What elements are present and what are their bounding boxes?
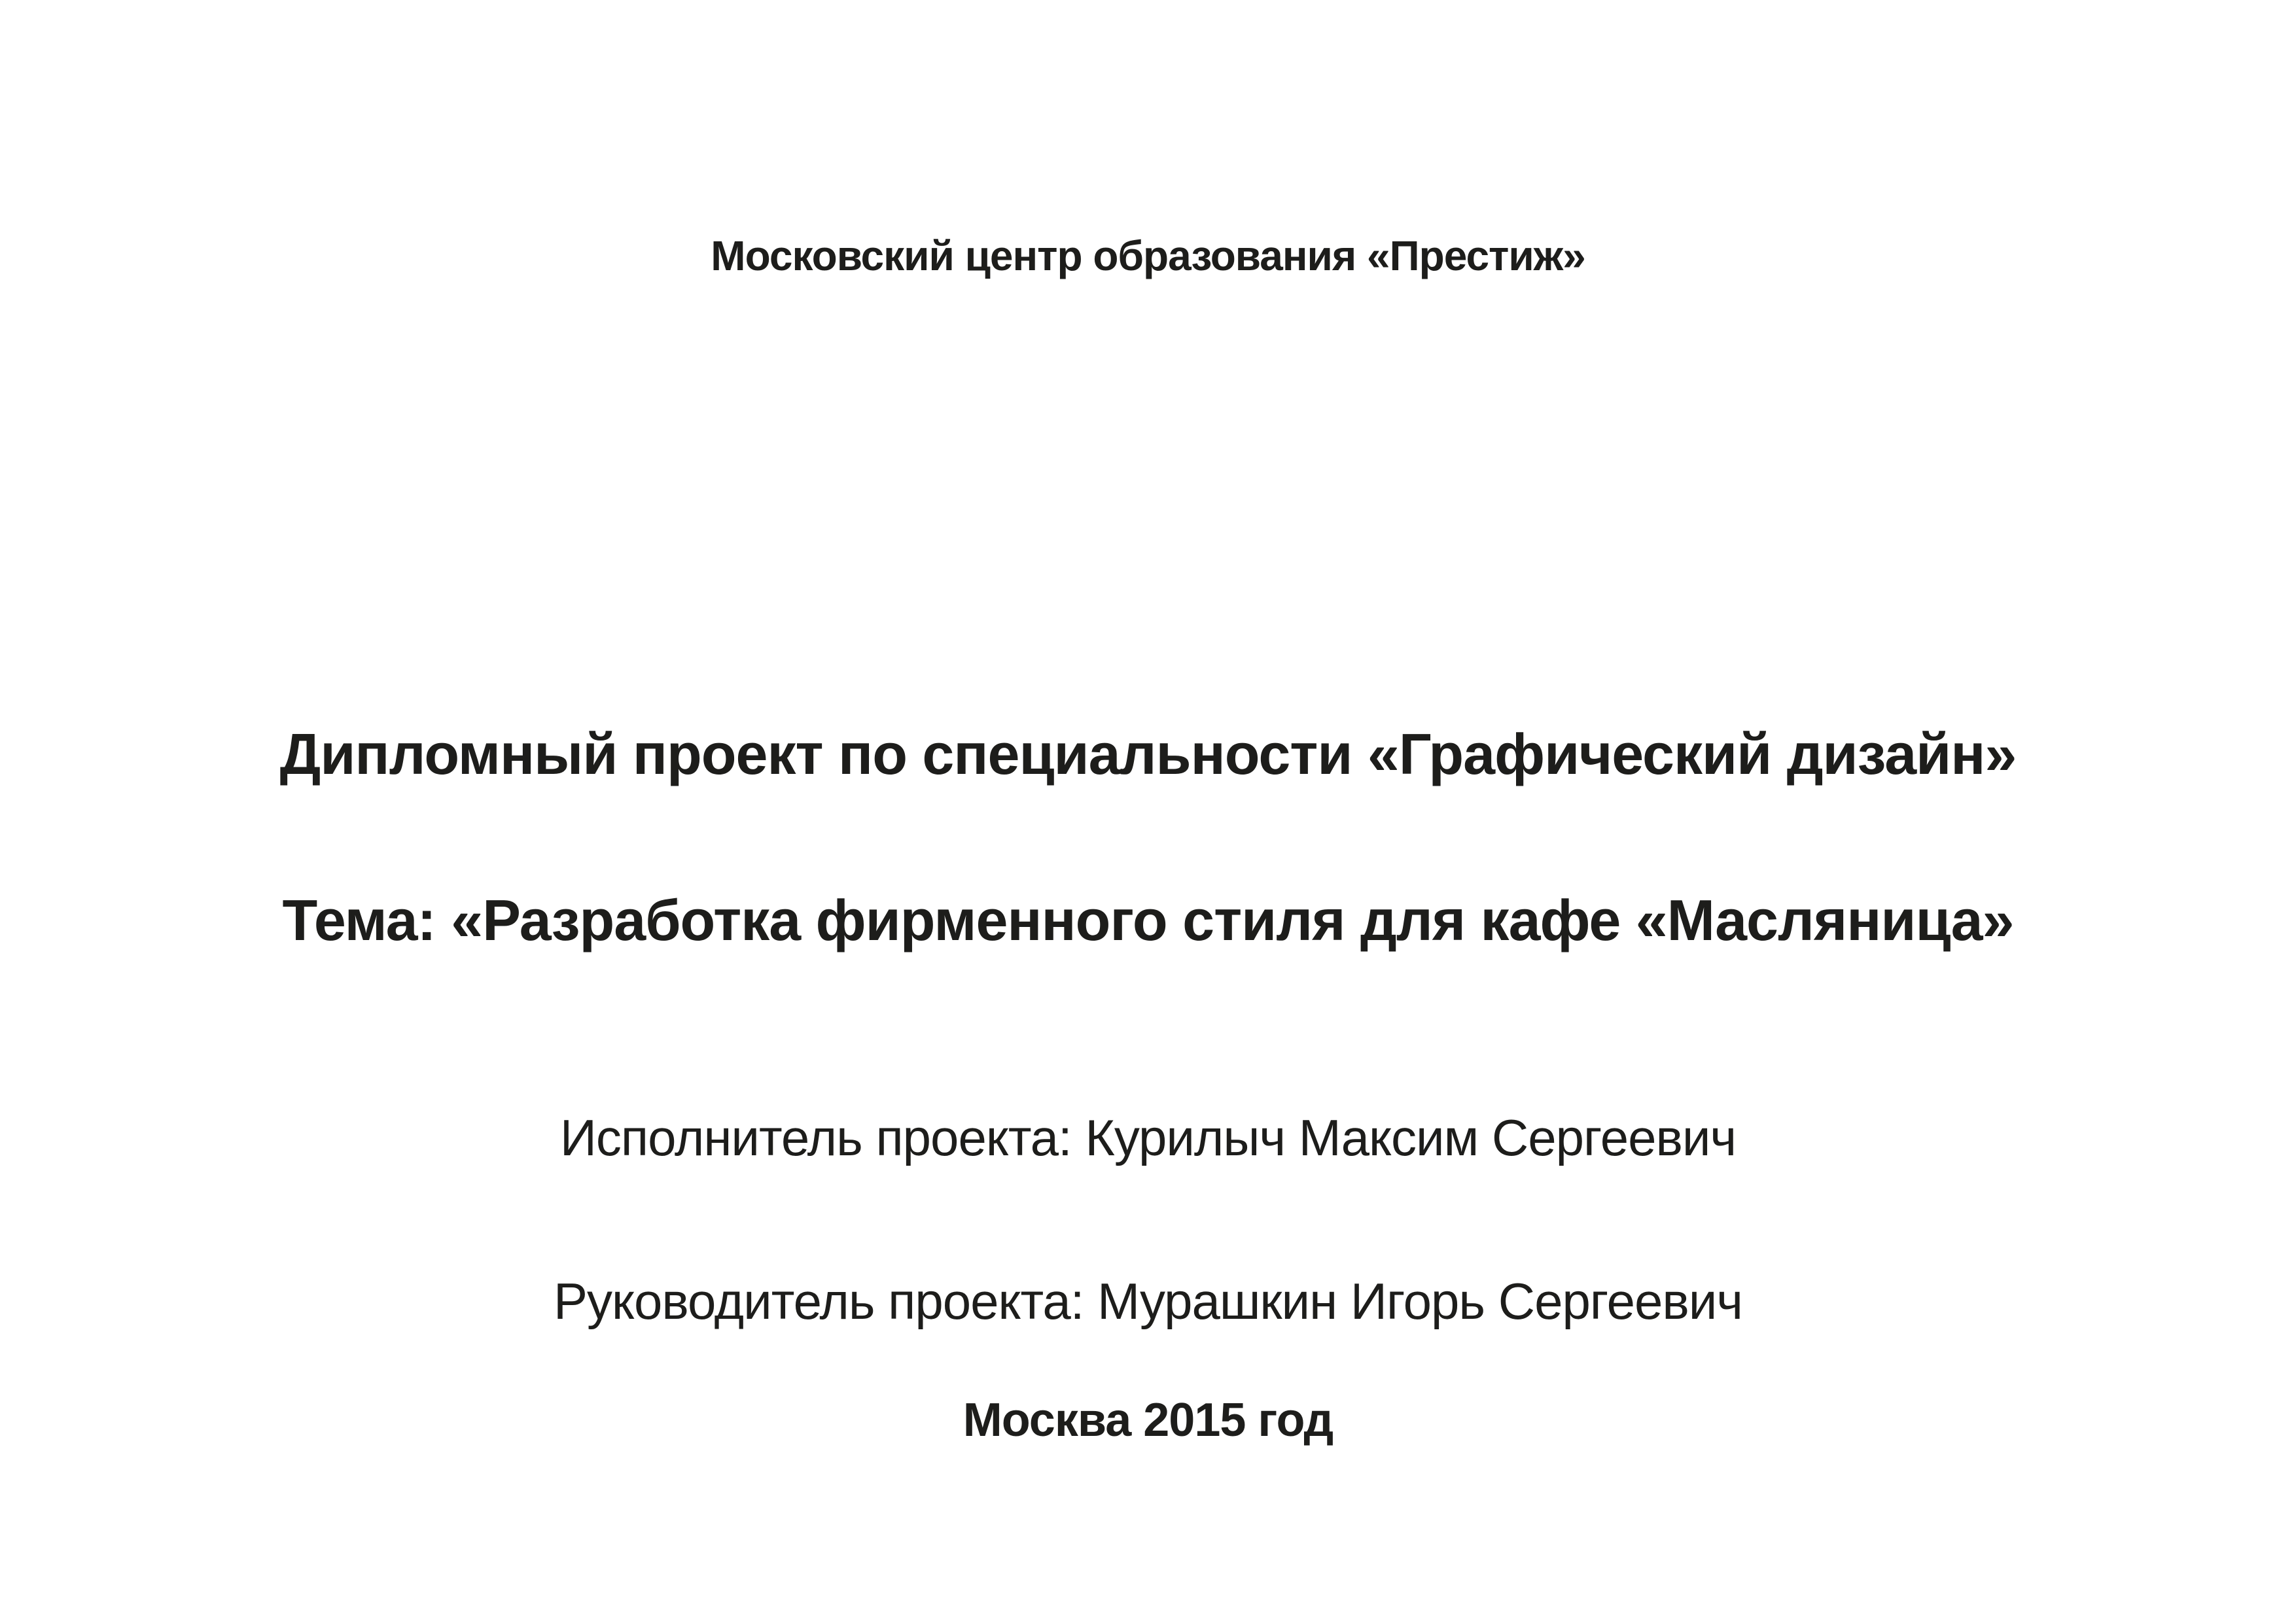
project-people-block — [0, 1015, 2296, 1424]
executor-line: Исполнитель проекта: Курилыч Максим Сергеевич — [559, 1109, 1737, 1166]
project-title-line: Дипломный проект по специальности «Графический дизайн» — [279, 722, 2017, 786]
supervisor-line: Руководитель проекта: Мурашкин Игорь Сергеевич — [554, 1272, 1742, 1330]
project-theme-line: Тема: «Разработка фирменного стиля для кафе «Масляница» — [282, 888, 2014, 952]
place-year-line: Москва 2015 год — [963, 1394, 1333, 1446]
project-title-block — [0, 629, 2296, 1045]
institution-name: Московский центр образования «Престиж» — [711, 232, 1585, 279]
